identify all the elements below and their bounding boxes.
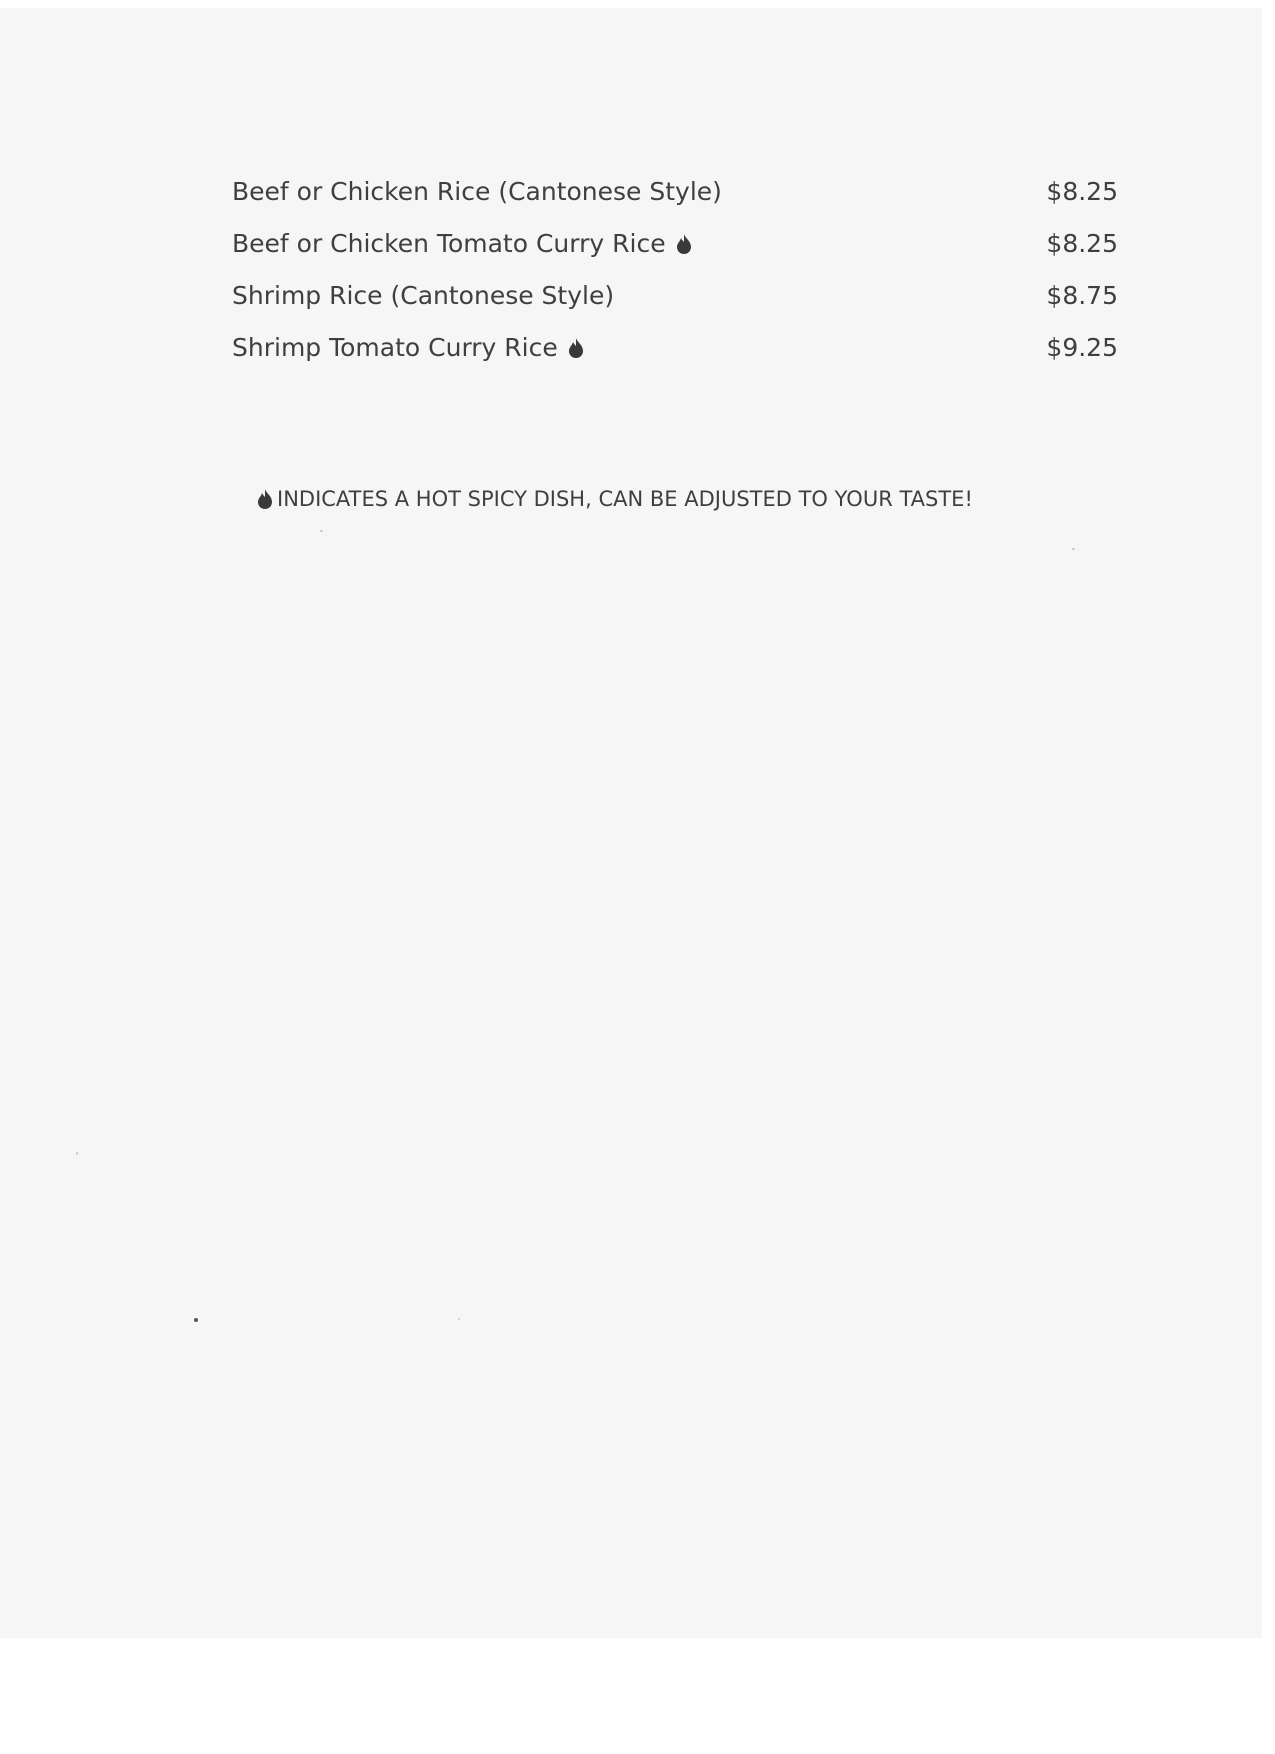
menu-item-price: $8.25 — [1046, 229, 1118, 258]
menu-item — [232, 172, 1118, 224]
flame-icon — [676, 234, 692, 254]
flame-icon — [568, 338, 584, 358]
menu-item-price: $8.75 — [1046, 281, 1118, 310]
menu-item-price: $9.25 — [1046, 333, 1118, 362]
menu-item-name: Shrimp Rice (Cantonese Style) — [232, 281, 615, 310]
menu-list — [232, 172, 1118, 380]
spicy-legend-text: INDICATES A HOT SPICY DISH, CAN BE ADJUSTED TO YOUR TASTE! — [277, 487, 973, 511]
menu-item-price: $8.25 — [1046, 177, 1118, 206]
menu-item — [232, 276, 1118, 328]
menu-item-name: Beef or Chicken Tomato Curry Rice — [232, 224, 692, 264]
menu-item-name: Shrimp Tomato Curry Rice — [232, 328, 584, 368]
menu-item — [232, 224, 1118, 276]
spicy-legend — [257, 484, 973, 514]
paper-speck — [76, 1152, 78, 1155]
menu-item-name: Beef or Chicken Rice (Cantonese Style) — [232, 177, 722, 206]
paper-speck — [1072, 548, 1075, 550]
paper-speck — [320, 530, 323, 532]
paper-speck — [458, 1318, 460, 1320]
flame-icon — [257, 489, 273, 509]
menu-item — [232, 328, 1118, 380]
paper-speck — [194, 1318, 198, 1322]
